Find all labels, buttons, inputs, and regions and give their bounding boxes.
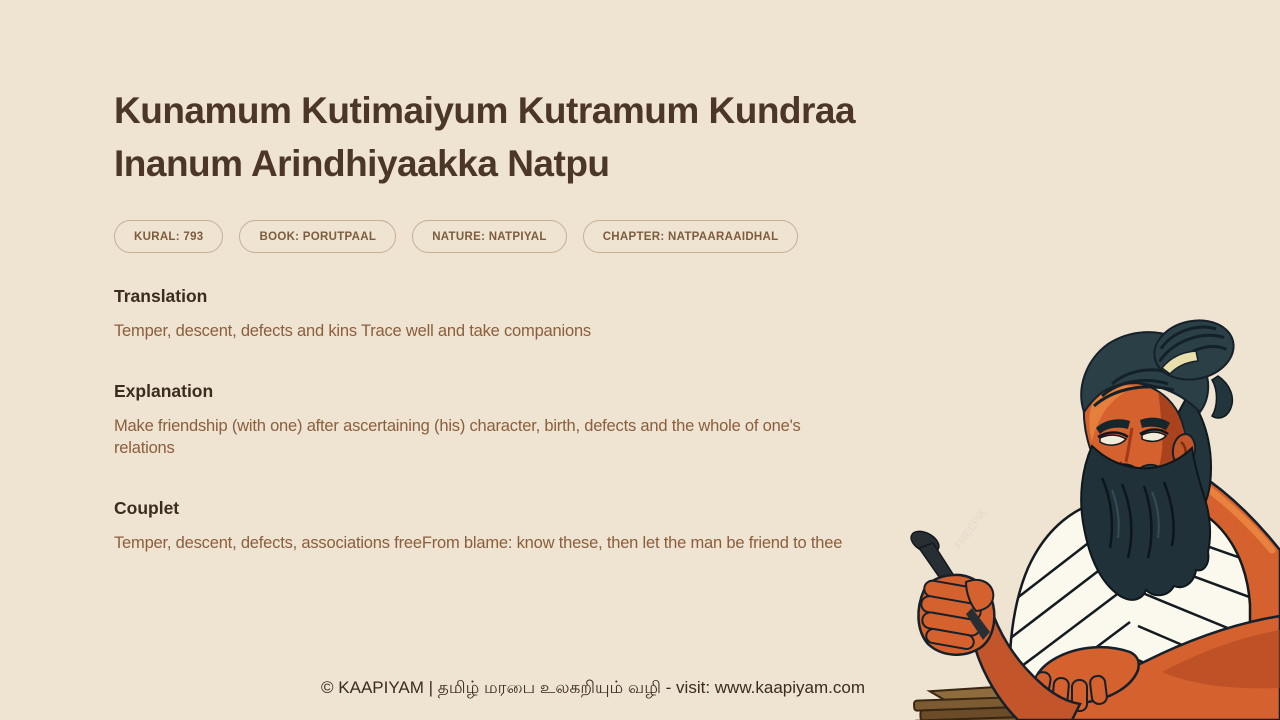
page-title: Kunamum Kutimaiyum Kutramum Kundraa Inanum Arindhiyaakka Natpu xyxy=(114,90,856,184)
badge-row xyxy=(114,220,914,253)
couplet-heading: Couplet xyxy=(114,498,180,518)
translation-heading: Translation xyxy=(114,286,208,306)
kural-content xyxy=(114,84,914,593)
couplet-section xyxy=(114,498,914,554)
footer-text: © KAAPIYAM | தமிழ் மரபை உலகறியும் வழி - visit: www.kaapiyam.com xyxy=(321,678,865,697)
couplet-text: Temper, descent, defects, associations freeFrom blame: know these, then let the man be friend to thee xyxy=(114,534,843,552)
explanation-section xyxy=(114,381,914,459)
thiruvalluvar-illustration xyxy=(900,300,1280,720)
translation-section xyxy=(114,286,914,342)
back-curl xyxy=(1212,376,1232,418)
kural-sections xyxy=(114,286,914,554)
svg-text:FREEPIK: FREEPIK xyxy=(952,506,990,552)
beard xyxy=(1081,446,1210,600)
explanation-text: Make friendship (with one) after ascertaining (his) character, birth, defects and the whole of one's relations xyxy=(114,417,801,457)
badge-chapter[interactable]: CHAPTER: NATPAARAAIDHAL xyxy=(583,220,799,253)
translation-text: Temper, descent, defects and kins Trace well and take companions xyxy=(114,322,591,340)
badge-nature[interactable]: NATURE: NATPIYAL xyxy=(412,220,566,253)
badge-book[interactable]: BOOK: PORUTPAAL xyxy=(239,220,396,253)
badge-kural-number[interactable]: KURAL: 793 xyxy=(114,220,223,253)
explanation-heading: Explanation xyxy=(114,381,214,401)
